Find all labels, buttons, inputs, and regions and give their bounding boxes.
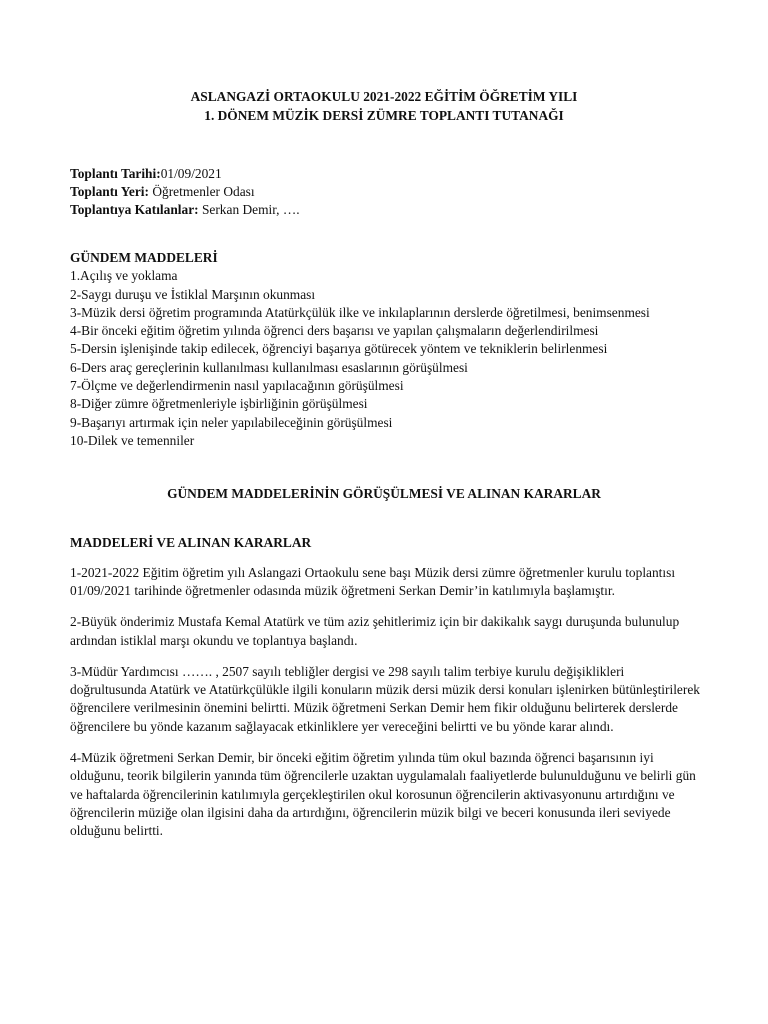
agenda-item: 1.Açılış ve yoklama (70, 268, 178, 284)
meeting-date-label: Toplantı Tarihi: (70, 166, 161, 181)
agenda-item: 7-Ölçme ve değerlendirmenin nasıl yapılacağının görüşülmesi (70, 378, 404, 394)
meeting-info (70, 165, 300, 219)
title-line-1: ASLANGAZİ ORTAOKULU 2021-2022 EĞİTİM ÖĞRETİM YILI (190, 89, 578, 104)
agenda-section (70, 249, 710, 450)
meeting-date (70, 165, 300, 183)
meeting-attendees-value: Serkan Demir, …. (198, 202, 300, 217)
decisions-section (70, 564, 700, 853)
agenda-item: 3-Müzik dersi öğretim programında Atatürkçülük ilke ve inkılaplarının derslerde öğretilmesi, benimsenmesi (70, 304, 650, 320)
agenda-item: 9-Başarıyı artırmak için neler yapılabileceğinin görüşülmesi (70, 414, 393, 430)
decision-paragraph: 4-Müzik öğretmeni Serkan Demir, bir önceki eğitim öğretim yılında tüm okul bazında öğrenci başarısının iyi olduğunu, teorik bilgilerin yanında tüm öğrencilerle uzaktan uygulamalalı faaliyetlerde bulunulduğunu ve belirli gün ve haftalarda öğrencilerinin katılımıyla gerçekleştirilen okul korosunun öğrencilerin aktivasyonunu artırdığını ve öğrencilerin müziğe olan ilgisini daha da artırdığını, öğrencilerin müzik bilgi ve beceri konusunda ileri seviyede olduğunu belirtti. (70, 749, 696, 839)
agenda-item: 2-Saygı duruşu ve İstiklal Marşının okunması (70, 286, 316, 302)
meeting-date-value: 01/09/2021 (160, 166, 222, 181)
agenda-heading: GÜNDEM MADDELERİ (70, 250, 218, 265)
decisions-heading: MADDELERİ VE ALINAN KARARLAR (70, 535, 312, 550)
agenda-item: 10-Dilek ve temenniler (70, 432, 195, 448)
agenda-item: 5-Dersin işlenişinde takip edilecek, öğrenciyi başarıya götürecek yöntem ve tekniklerin belirlenmesi (70, 341, 608, 357)
agenda-item: 4-Bir önceki eğitim öğretim yılında öğrenci ders başarısı ve yapılan çalışmaların değerlendirilmesi (70, 323, 599, 339)
meeting-place-label: Toplantı Yeri: (70, 184, 149, 199)
discussion-title: GÜNDEM MADDELERİNİN GÖRÜŞÜLMESİ VE ALINAN KARARLAR (167, 486, 601, 501)
agenda-item: 8-Diğer zümre öğretmenleriyle işbirliğinin görüşülmesi (70, 396, 368, 412)
meeting-attendees-label: Toplantıya Katılanlar: (70, 202, 199, 217)
meeting-place (70, 183, 300, 201)
decision-paragraph: 3-Müdür Yardımcısı ……. , 2507 sayılı tebliğler dergisi ve 298 sayılı talim terbiye kurulu değişiklikleri doğrultusunda Atatürk ve Atatürkçülükle ilgili konuların müzik dersi müzik dersi konuları işlenirken bütünleştirilerek öğrencilere verilmesinin önemini belirtti. Müzik öğretmeni Serkan Demir hem fikir olduğunu belirterek derslerde öğrencilere bu yönde kazanım sağlayacak etkinliklere yer vereceğini belirtti ve bu yönde karar alındı. (70, 663, 700, 734)
title-line-2: 1. DÖNEM MÜZİK DERSİ ZÜMRE TOPLANTI TUTANAĞI (204, 108, 564, 123)
meeting-place-value: Öğretmenler Odası (149, 184, 255, 199)
decision-paragraph: 2-Büyük önderimiz Mustafa Kemal Atatürk ve tüm aziz şehitlerimiz için bir dakikalık saygı duruşunda bulunulup ardından istiklal marşı okundu ve toplantıya başlandı. (70, 614, 680, 648)
agenda-item: 6-Ders araç gereçlerinin kullanılması kullanılması esaslarının görüşülmesi (70, 359, 468, 375)
document-title (0, 87, 768, 125)
decision-paragraph: 1-2021-2022 Eğitim öğretim yılı Aslangazi Ortaokulu sene başı Müzik dersi zümre öğretmenler kurulu toplantısı 01/09/2021 tarihinde öğretmenler odasında müzik öğretmeni Serkan Demir’in katılımıyla başlamıştır. (70, 565, 676, 599)
meeting-attendees (70, 201, 300, 219)
